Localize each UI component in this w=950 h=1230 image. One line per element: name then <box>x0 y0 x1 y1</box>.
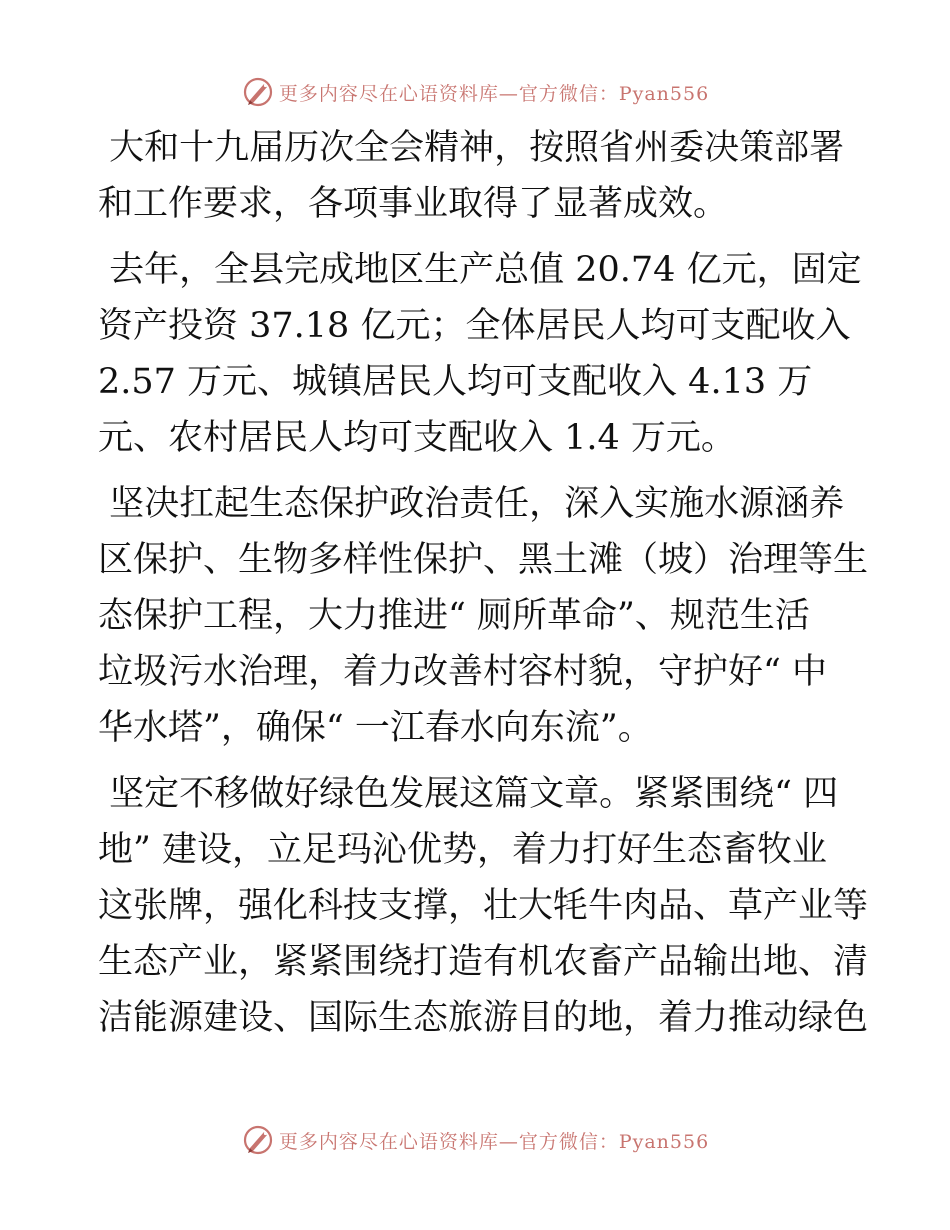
paragraph-line: 资产投资 37.18 亿元；全体居民人均可支配收入 <box>98 306 851 346</box>
footer-banner-text: 更多内容尽在心语资料库—官方微信：Pyan556 <box>278 1130 710 1153</box>
paragraph-line: 这张牌，强化科技支撑，壮大牦牛肉品、草产业等 <box>98 886 869 926</box>
paragraph-line: 地” 建设，立足玛沁优势，着力打好生态畜牧业 <box>98 830 828 870</box>
paragraph-line: 大和十九届历次全会精神，按照省州委决策部署 <box>98 128 845 168</box>
paragraph <box>98 766 869 1046</box>
paragraph-line: 垃圾污水治理，着力改善村容村貌，守护好“ 中 <box>98 652 828 692</box>
document-body <box>98 120 869 1056</box>
paragraph-line: 华水塔”，确保“ 一江春水向东流”。 <box>98 708 653 748</box>
pen-logo-icon <box>241 1123 275 1157</box>
paragraph-line: 态保护工程，大力推进“ 厕所革命”、规范生活 <box>98 596 810 636</box>
header-banner-text: 更多内容尽在心语资料库—官方微信：Pyan556 <box>278 82 710 105</box>
paragraph-line: 区保护、生物多样性保护、黑土滩（坡）治理等生 <box>98 540 869 580</box>
paragraph-line: 2.57 万元、城镇居民人均可支配收入 4.13 万 <box>98 362 813 402</box>
paragraph-line: 和工作要求，各项事业取得了显著成效。 <box>98 184 729 224</box>
paragraph <box>98 476 869 756</box>
paragraph <box>98 120 858 232</box>
paragraph-line: 生态产业，紧紧围绕打造有机农畜产品输出地、清 <box>98 942 869 982</box>
paragraph-line: 洁能源建设、国际生态旅游目的地，着力推动绿色 <box>98 998 869 1038</box>
paragraph <box>98 242 862 466</box>
header-banner <box>0 72 950 112</box>
paragraph-line: 去年，全县完成地区生产总值 20.74 亿元，固定 <box>98 250 862 290</box>
paragraph-line: 坚定不移做好绿色发展这篇文章。紧紧围绕“ 四 <box>98 774 839 814</box>
paragraph-line: 坚决扛起生态保护政治责任，深入实施水源涵养 <box>98 484 845 524</box>
pen-logo-icon <box>241 75 275 109</box>
footer-banner <box>0 1120 950 1160</box>
paragraph-line: 元、农村居民人均可支配收入 1.4 万元。 <box>98 418 736 458</box>
